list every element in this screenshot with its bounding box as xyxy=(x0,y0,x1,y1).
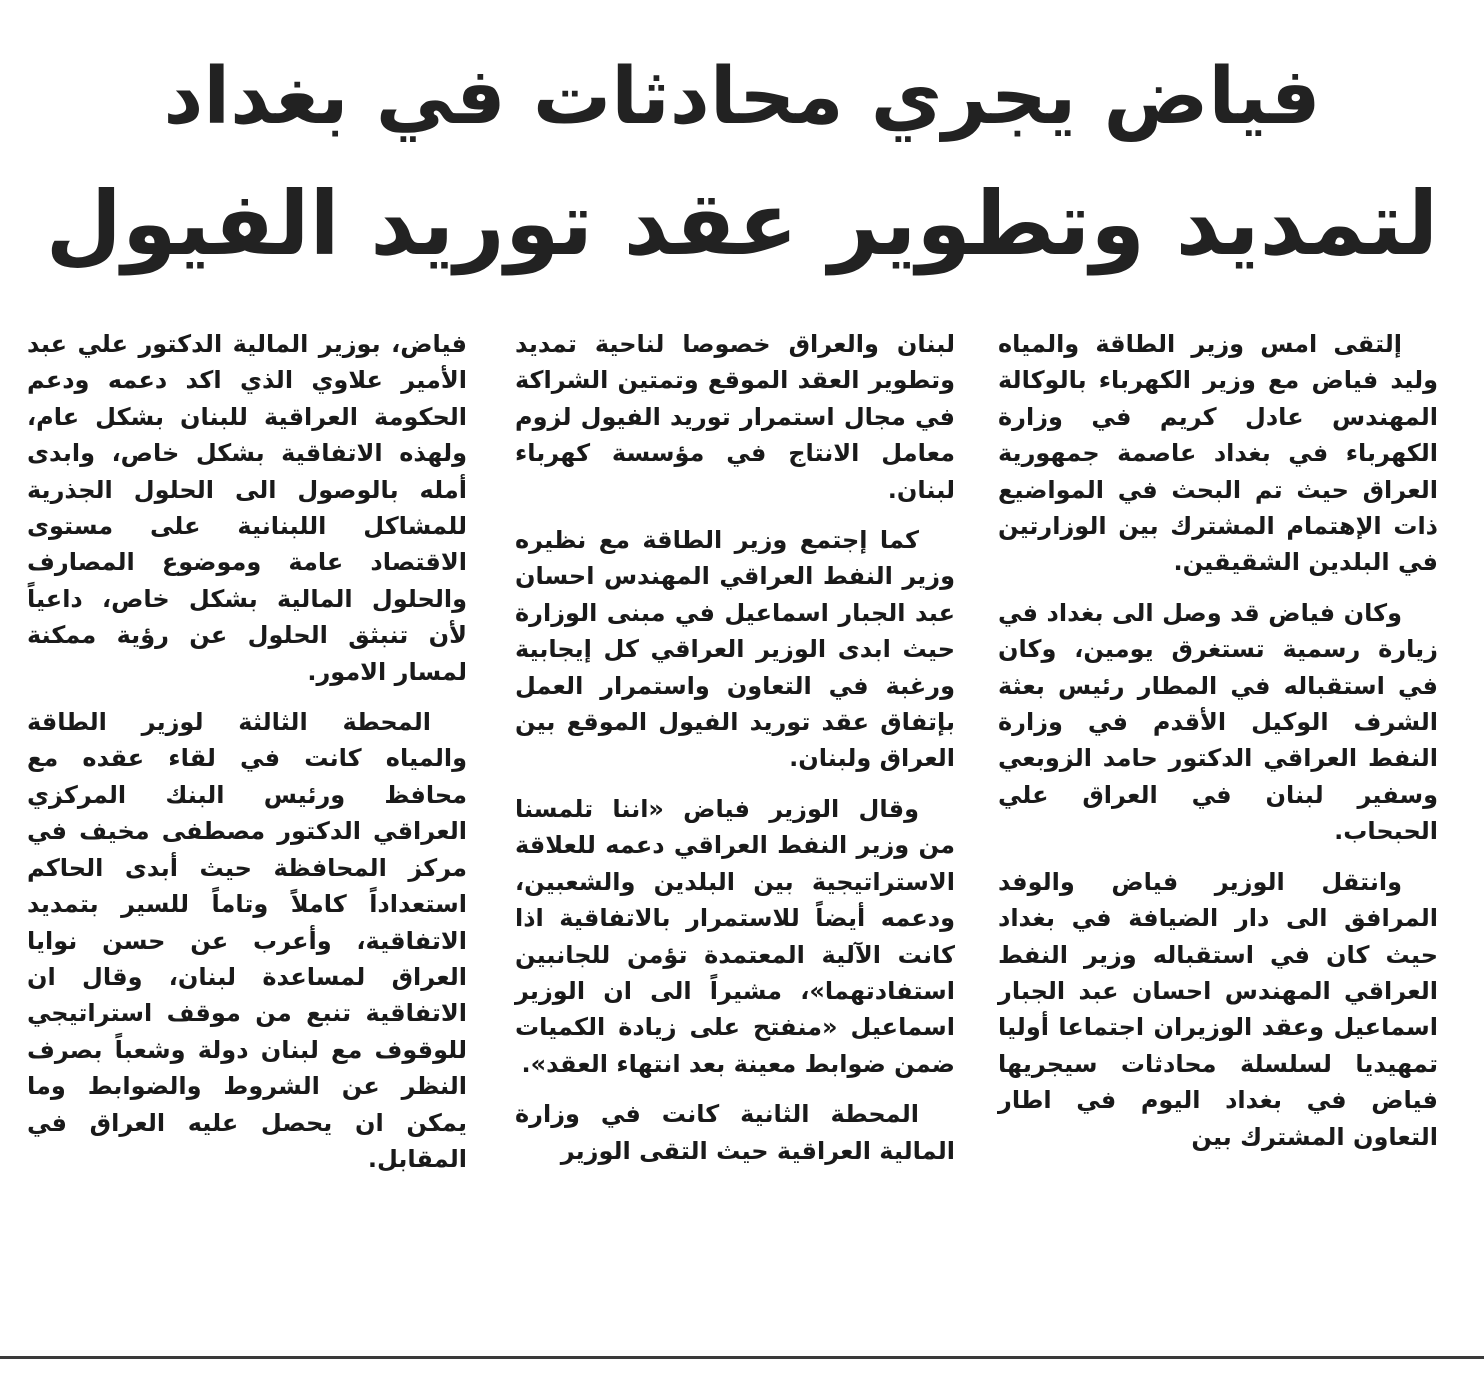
bottom-rule xyxy=(0,1356,1484,1359)
article-column-2 xyxy=(515,326,955,1183)
article-paragraph: إلتقى امس وزير الطاقة والمياه وليد فياض مع وزير الكهرباء بالوكالة المهندس عادل كريم في وزارة الكهرباء في بغداد عاصمة جمهورية العراق حيث تم البحث في المواضيع ذات الإهتمام المشترك بين الوزارتين في البلدين الشقيقين. xyxy=(998,330,1438,577)
article-paragraph: فياض، بوزير المالية الدكتور علي عبد الأمير علاوي الذي اكد دعمه ودعم الحكومة العراقية للبنان بشكل عام، ولهذه الاتفاقية بشكل خاص، وابدى أمله بالوصول الى الحلول الجذرية للمشاكل اللبنانية على مستوى الاقتصاد عامة وموضوع المصارف والحلول المالية بشكل خاص، داعياً لأن تنبثق الحلول عن رؤية ممكنة لمسار الامور. xyxy=(27,330,467,686)
headline-line-1: فياض يجري محادثات في بغداد xyxy=(163,52,1321,142)
article-column-1 xyxy=(998,326,1438,1169)
article-paragraph: المحطة الثالثة لوزير الطاقة والمياه كانت في لقاء عقده مع محافظ ورئيس البنك المركزي العراقي الدكتور مصطفى مخيف في مركز المحافظة حيث أبدى الحاكم استعداداً كاملاً وتاماً للسير بتمديد الاتفاقية، وأعرب عن حسن نوايا العراق لمساعدة لبنان، وقال ان الاتفاقية تنبع من موقف استراتيجي للوقوف مع لبنان دولة وشعباً بصرف النظر عن الشروط والضوابط وما يمكن ان يحصل عليه العراق في المقابل. xyxy=(27,708,467,1173)
article-paragraph: وكان فياض قد وصل الى بغداد في زيارة رسمية تستغرق يومين، وكان في استقباله في المطار رئيس بعثة الشرف الوكيل الأقدم في وزارة النفط العراقي الدكتور حامد الزوبعي وسفير لبنان في العراق علي الحبحاب. xyxy=(998,598,1438,846)
article-paragraph: كما إجتمع وزير الطاقة مع نظيره وزير النفط العراقي المهندس احسان عبد الجبار اسماعيل في مبنى الوزارة حيث ابدى الوزير العراقي كل إيجابية ورغبة في التعاون واستمرار العمل بإتفاق عقد توريد الفيول الموقع بين العراق ولبنان. xyxy=(515,526,955,773)
article-paragraph: لبنان والعراق خصوصا لناحية تمديد وتطوير العقد الموقع وتمتين الشراكة في مجال استمرار توريد الفيول لزوم معامل الانتاج في مؤسسة كهرباء لبنان. xyxy=(515,330,955,504)
article-paragraph: وقال الوزير فياض «اننا تلمسنا من وزير النفط العراقي دعمه للعلاقة الاستراتيجية بين البلدين والشعبين، ودعمه أيضاً للاستمرار بالاتفاقية اذا كانت الآلية المعتمدة تؤمن للجانبين استفادتهما»، مشيراً الى ان الوزير اسماعيل «منفتح على زيادة الكميات ضمن ضوابط معينة بعد انتهاء العقد». xyxy=(515,794,955,1078)
article-paragraph: المحطة الثانية كانت في وزارة المالية العراقية حيث التقى الوزير xyxy=(515,1100,955,1165)
article-paragraph: وانتقل الوزير فياض والوفد المرافق الى دار الضيافة في بغداد حيث كان في استقباله وزير النفط العراقي المهندس احسان عبد الجبار اسماعيل وعقد الوزيران اجتماعا أوليا تمهيديا لسلسلة محادثات سيجريها فياض في بغداد اليوم في اطار التعاون المشترك بين xyxy=(998,867,1438,1151)
headline-line-2: لتمديد وتطوير عقد توريد الفيول xyxy=(45,172,1439,275)
article-column-3 xyxy=(27,326,467,1191)
